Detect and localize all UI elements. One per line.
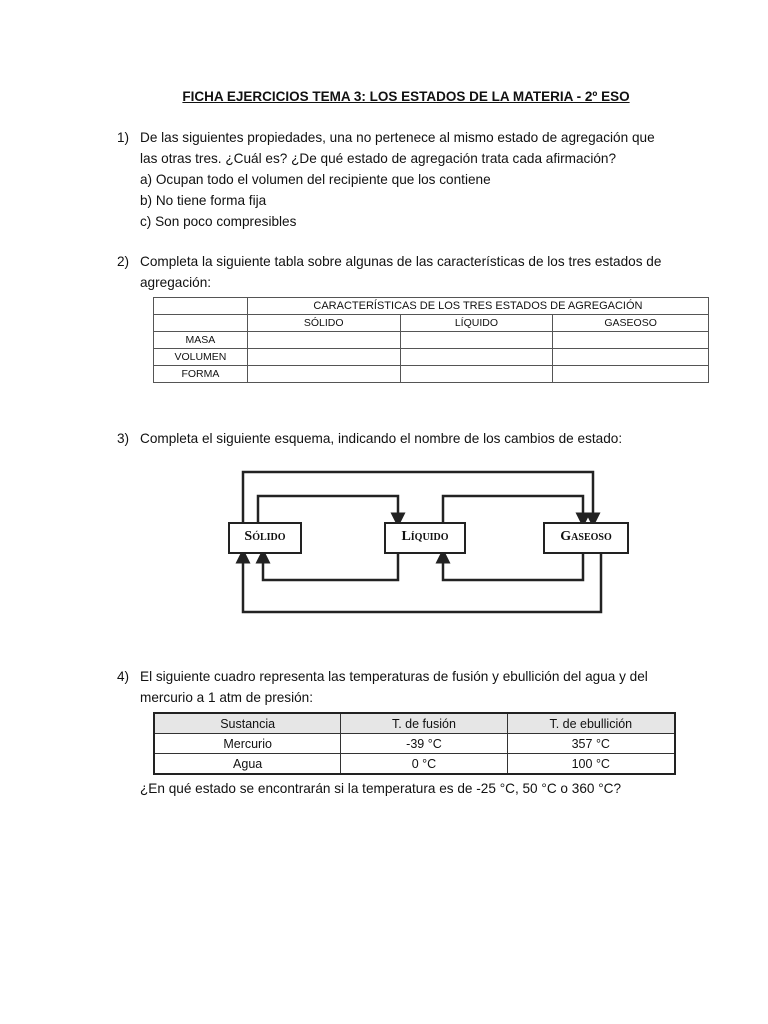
option-c: c) Son poco compresibles <box>140 214 297 229</box>
question-2-line: agregación: <box>140 275 212 290</box>
column-header-melting: T. de fusión <box>341 713 507 734</box>
option-a: a) Ocupan todo el volumen del recipiente que los contiene <box>140 172 491 187</box>
melting-cell: -39 °C <box>341 734 507 754</box>
boiling-cell: 357 °C <box>507 734 675 754</box>
question-number: 4) <box>117 669 130 684</box>
arrow-gas-to-solid <box>243 552 601 612</box>
question-number: 3) <box>117 431 130 446</box>
column-header-liquid: LÍQUIDO <box>400 315 553 332</box>
option-b: b) No tiene forma fija <box>140 193 267 208</box>
arrow-gas-to-liquid <box>443 552 583 580</box>
question-3-line: Completa el siguiente esquema, indicando el nombre de los cambios de estado: <box>140 431 623 446</box>
question-number: 1) <box>117 130 130 145</box>
column-header-substance: Sustancia <box>154 713 341 734</box>
row-header-mass: MASA <box>154 332 248 349</box>
column-header-solid: SÓLIDO <box>247 315 400 332</box>
melting-cell: 0 °C <box>341 754 507 775</box>
column-header-gas: GASEOSO <box>553 315 709 332</box>
question-1-line: las otras tres. ¿Cuál es? ¿De qué estado de agregación trata cada afirmación? <box>140 151 617 166</box>
table-row <box>154 754 675 775</box>
table-title: CARACTERÍSTICAS DE LOS TRES ESTADOS DE AGREGACIÓN <box>247 298 708 315</box>
arrow-liquid-to-gas <box>443 496 583 522</box>
column-header-boiling: T. de ebullición <box>507 713 675 734</box>
arrow-solid-to-liquid <box>258 496 398 522</box>
question-1-line: De las siguientes propiedades, una no pertenece al mismo estado de agregación que <box>140 130 655 145</box>
question-4-line: mercurio a 1 atm de presión: <box>140 690 314 705</box>
question-number: 2) <box>117 254 130 269</box>
table-row <box>154 734 675 754</box>
question-4-prompt: ¿En qué estado se encontrarán si la temperatura es de -25 °C, 50 °C o 360 °C? <box>140 781 622 796</box>
temperatures-table <box>153 712 676 775</box>
row-header-shape: FORMA <box>154 366 248 383</box>
question-4-line: El siguiente cuadro representa las temperaturas de fusión y ebullición del agua y del <box>140 669 648 684</box>
substance-cell: Mercurio <box>154 734 341 754</box>
box-gas: Gaseoso <box>543 522 629 554</box>
substance-cell: Agua <box>154 754 341 775</box>
box-liquid: Líquido <box>384 522 466 554</box>
question-2-line: Completa la siguiente tabla sobre algunas de las características de los tres estados de <box>140 254 662 269</box>
boiling-cell: 100 °C <box>507 754 675 775</box>
arrow-liquid-to-solid <box>263 552 398 580</box>
page-title: FICHA EJERCICIOS TEMA 3: LOS ESTADOS DE LA MATERIA - 2º ESO <box>182 89 630 104</box>
row-header-volume: VOLUMEN <box>154 349 248 366</box>
box-solid: Sólido <box>228 522 302 554</box>
